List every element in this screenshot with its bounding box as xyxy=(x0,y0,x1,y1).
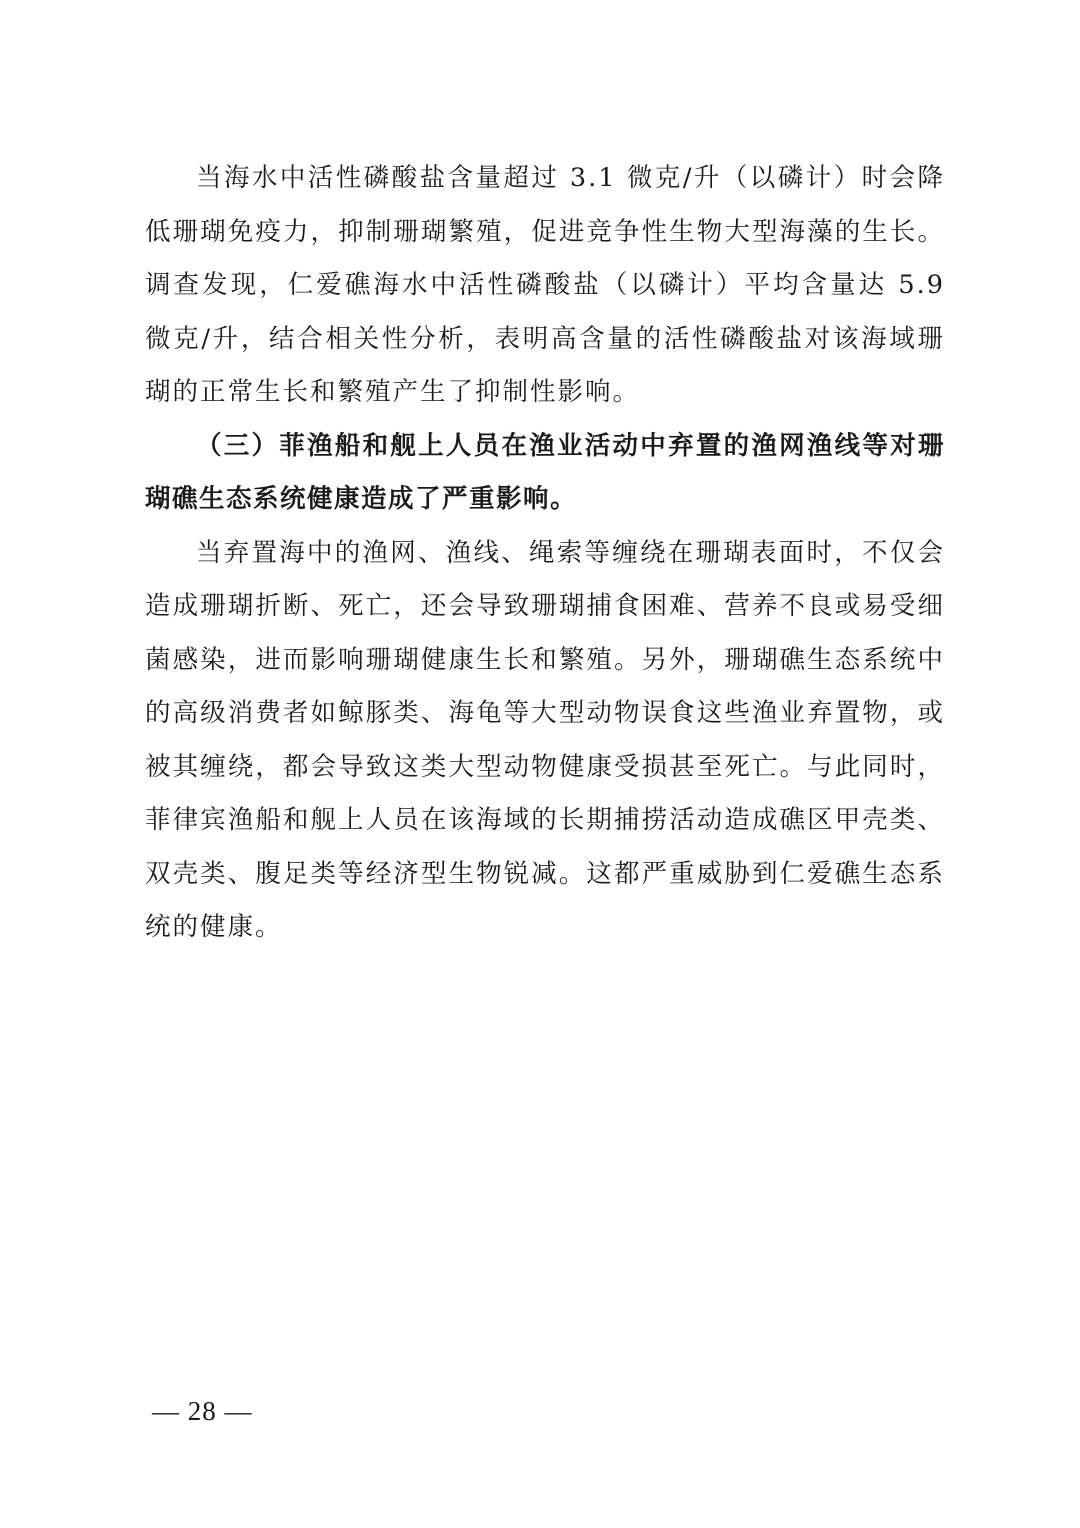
paragraph-fishing-nets: 当弃置海中的渔网、渔线、绳索等缠绕在珊瑚表面时，不仅会造成珊瑚折断、死亡，还会导致珊瑚捕食困难、营养不良或易受细菌感染，进而影响珊瑚健康生长和繁殖。另外，珊瑚礁生态系统中的高级消费者如鲸豚类、海龟等大型动物误食这些渔业弃置物，或被其缠绕，都会导致这类大型动物健康受损甚至死亡。与此同时，菲律宾渔船和舰上人员在该海域的长期捕捞活动造成礁区甲壳类、双壳类、腹足类等经济型生物锐减。这都严重威胁到仁爱礁生态系统的健康。 xyxy=(145,537,945,942)
document-body xyxy=(145,152,945,955)
paragraph-phosphate: 当海水中活性磷酸盐含量超过 3.1 微克/升（以磷计）时会降低珊瑚免疫力，抑制珊瑚繁殖，促进竞争性生物大型海藻的生长。调查发现，仁爱礁海水中活性磷酸盐（以磷计）平均含量达 5.9 微克/升，结合相关性分析，表明高含量的活性磷酸盐对该海域珊瑚的正常生长和繁殖产生了抑制性影响。 xyxy=(145,163,945,407)
page-number: — 28 — xyxy=(152,1396,253,1426)
section-heading-three: （三）菲渔船和舰上人员在渔业活动中弃置的渔网渔线等对珊瑚礁生态系统健康造成了严重影响。 xyxy=(145,430,945,514)
